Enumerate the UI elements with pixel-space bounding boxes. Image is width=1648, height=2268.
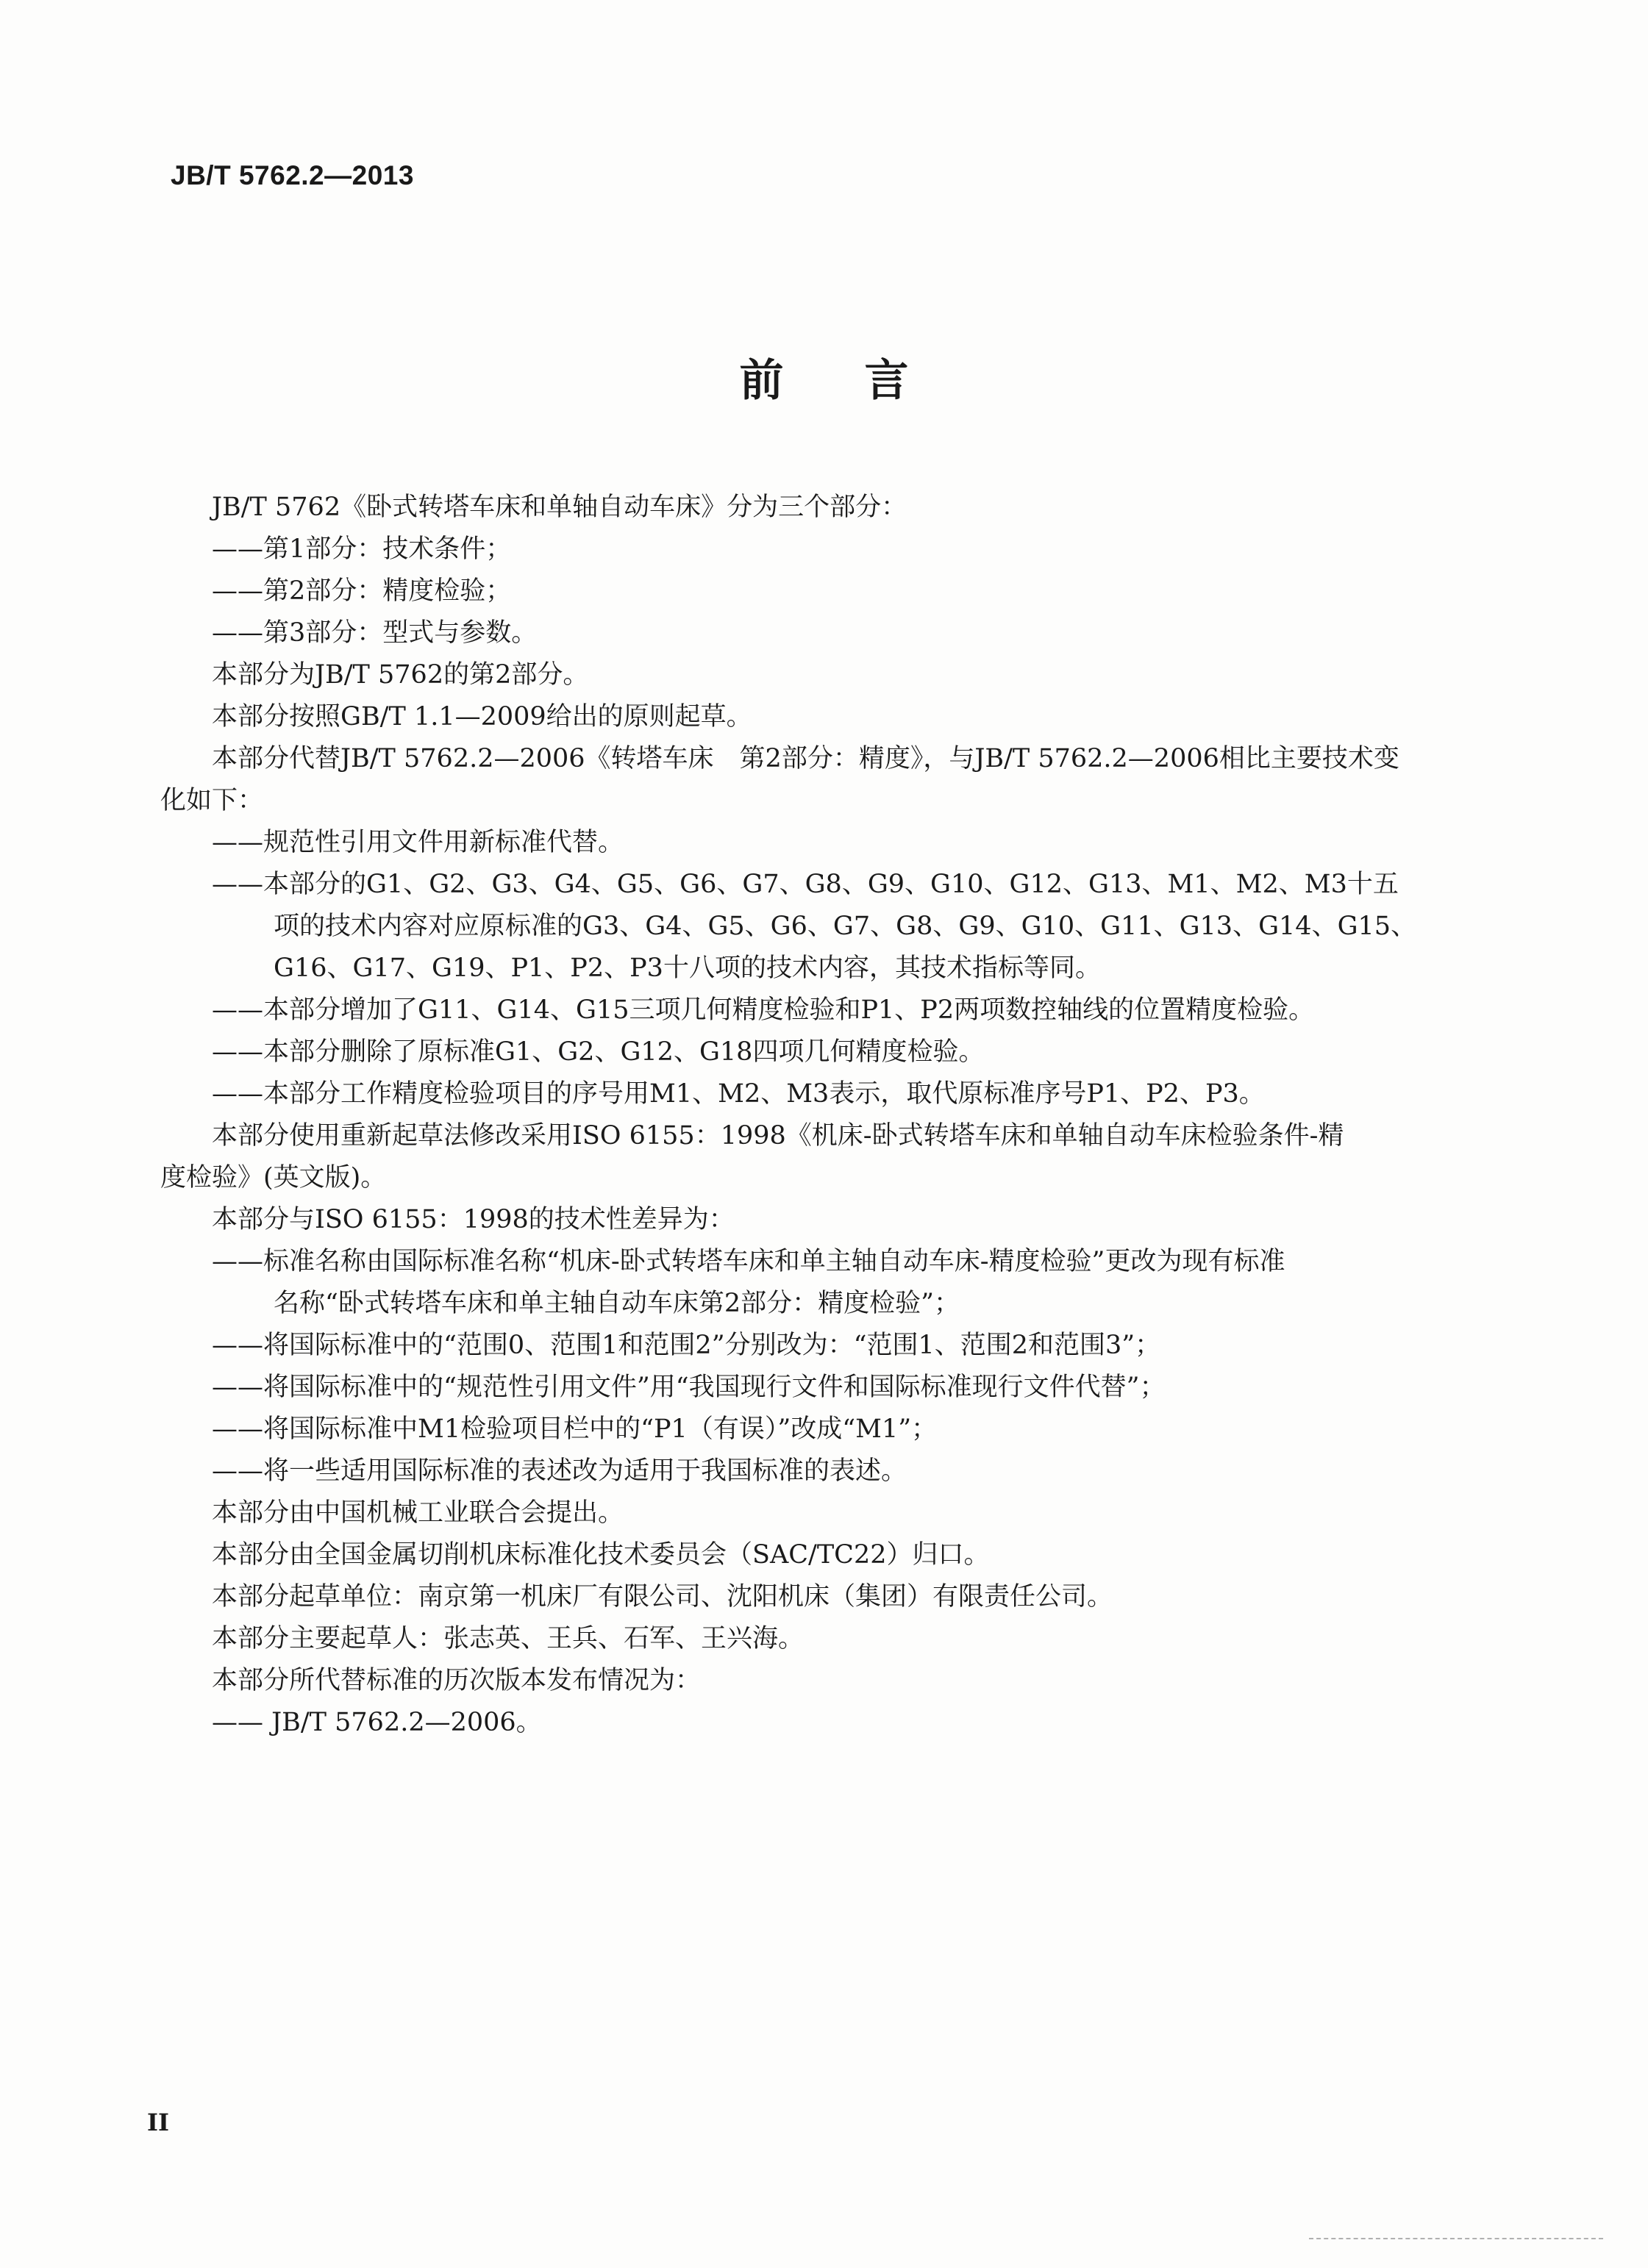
paragraph: 本部分为JB/T 5762的第2部分。: [212, 660, 589, 690]
list-item: —— JB/T 5762.2—2006。: [212, 1708, 542, 1737]
paragraph: 本部分所代替标准的历次版本发布情况为：: [212, 1666, 702, 1695]
paragraph-line: 化如下：: [160, 786, 264, 815]
page-title: 前言: [739, 355, 990, 407]
list-item: ——本部分删除了原标准G1、G2、G12、G18四项几何精度检验。: [212, 1037, 985, 1067]
list-item-line: ——标准名称由国际标准名称“机床-卧式转塔车床和单主轴自动车床-精度检验”更改为现有标准: [212, 1247, 1285, 1276]
paragraph-line: 本部分使用重新起草法修改采用ISO 6155：1998《机床-卧式转塔车床和单轴自动车床检验条件-精: [212, 1121, 1344, 1151]
list-item-line: G16、G17、G19、P1、P2、P3十八项的技术内容，其技术指标等同。: [274, 954, 1101, 983]
list-item-line: 项的技术内容对应原标准的G3、G4、G5、G6、G7、G8、G9、G10、G11、G13、G14、G15、: [274, 912, 1417, 941]
list-item: ——第2部分：精度检验；: [212, 576, 512, 606]
paragraph: 本部分由全国金属切削机床标准化技术委员会（SAC/TC22）归口。: [212, 1540, 990, 1570]
list-item: ——将一些适用国际标准的表述改为适用于我国标准的表述。: [212, 1456, 907, 1486]
page-number: II: [147, 2108, 169, 2136]
list-item: ——将国际标准中的“规范性引用文件”用“我国现行文件和国际标准现行文件代替”；: [212, 1373, 1166, 1402]
list-item: ——将国际标准中M1检验项目栏中的“P1（有误）”改成“M1”；: [212, 1414, 938, 1444]
footer-divider: [1309, 2238, 1603, 2239]
paragraph: 本部分按照GB/T 1.1—2009给出的原则起草。: [212, 702, 752, 731]
standard-code: JB/T 5762.2—2013: [171, 160, 414, 190]
paragraph: 本部分起草单位：南京第一机床厂有限公司、沈阳机床（集团）有限责任公司。: [212, 1582, 1113, 1611]
list-item: ——本部分增加了G11、G14、G15三项几何精度检验和P1、P2两项数控轴线的位置精度检验。: [212, 995, 1315, 1025]
paragraph-line: 本部分代替JB/T 5762.2—2006《转塔车床 第2部分：精度》，与JB/T 5762.2—2006相比主要技术变: [212, 744, 1399, 773]
list-item: ——第3部分：型式与参数。: [212, 618, 538, 648]
paragraph-line: 度检验》(英文版)。: [160, 1163, 387, 1192]
list-item: ——将国际标准中的“范围0、范围1和范围2”分别改为：“范围1、范围2和范围3”；: [212, 1331, 1161, 1360]
paragraph: JB/T 5762《卧式转塔车床和单轴自动车床》分为三个部分：: [212, 493, 907, 522]
paragraph: 本部分主要起草人：张志英、王兵、石军、王兴海。: [212, 1624, 805, 1653]
list-item-line: ——本部分的G1、G2、G3、G4、G5、G6、G7、G8、G9、G10、G12、G13、M1、M2、M3十五: [212, 870, 1399, 899]
paragraph: 本部分与ISO 6155：1998的技术性差异为：: [212, 1205, 735, 1234]
paragraph: 本部分由中国机械工业联合会提出。: [212, 1498, 624, 1528]
list-item-line: 名称“卧式转塔车床和单主轴自动车床第2部分：精度检验”；: [274, 1289, 960, 1318]
list-item: ——本部分工作精度检验项目的序号用M1、M2、M3表示，取代原标准序号P1、P2、P3。: [212, 1079, 1265, 1109]
list-item: ——第1部分：技术条件；: [212, 534, 512, 564]
foreword-body: [160, 487, 1469, 1744]
list-item: ——规范性引用文件用新标准代替。: [212, 828, 624, 857]
